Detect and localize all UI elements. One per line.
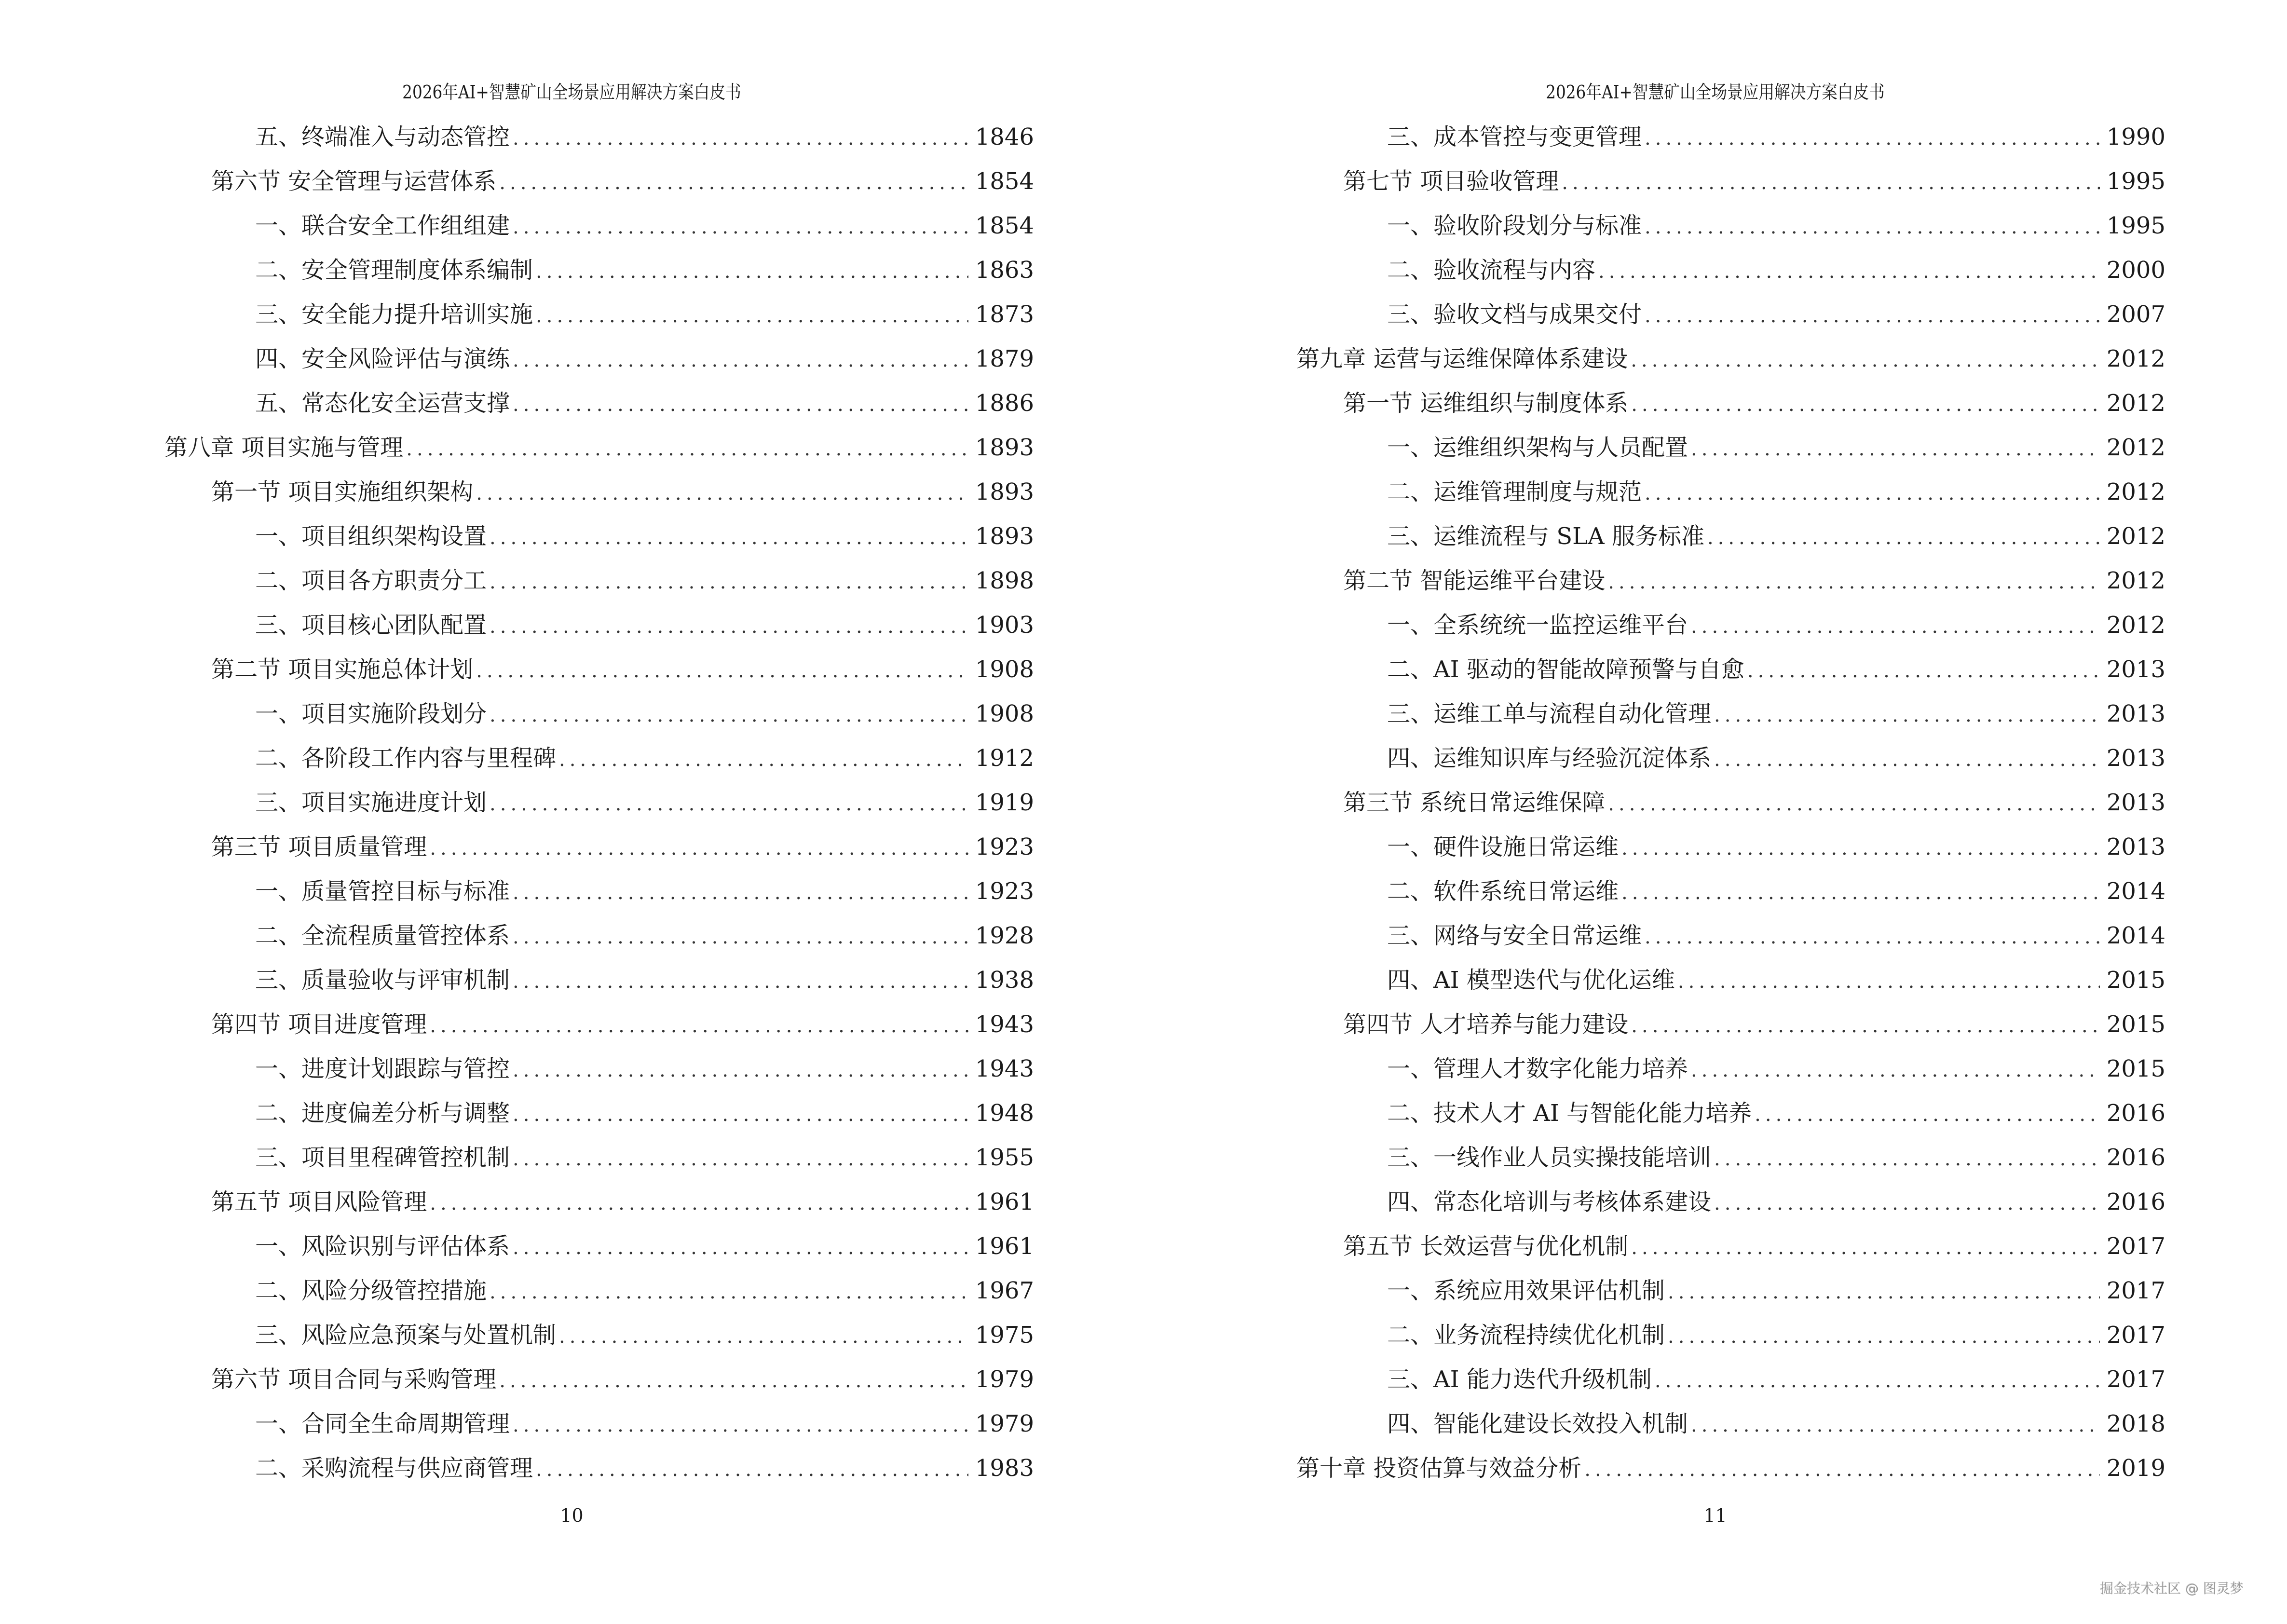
toc-entry-title: 第六节 项目合同与采购管理: [211, 1366, 497, 1393]
toc-entry-title: 三、质量验收与评审机制: [255, 967, 510, 994]
toc-entry-page-number: 1961: [975, 1233, 1034, 1260]
toc-entry-page-number: 1898: [975, 567, 1034, 594]
toc-entry-page-number: 2018: [2106, 1410, 2165, 1437]
toc-entry-item[interactable]: [1296, 692, 2165, 736]
dot-leader: [1631, 338, 2100, 382]
toc-entry-title: 二、全流程质量管控体系: [255, 922, 510, 949]
toc-entry-section[interactable]: [164, 470, 1034, 514]
dot-leader: [430, 1004, 968, 1048]
toc-entry-title: 三、验收文档与成果交付: [1387, 301, 1642, 328]
toc-entry-title: 第四节 人才培养与能力建设: [1343, 1011, 1629, 1038]
toc-entry-title: 四、智能化建设长效投入机制: [1387, 1410, 1688, 1437]
toc-entry-title: 三、AI 能力迭代升级机制: [1387, 1366, 1652, 1393]
toc-entry-item[interactable]: [164, 204, 1034, 248]
dot-leader: [536, 294, 968, 338]
dot-leader: [430, 1181, 968, 1226]
toc-entry-page-number: 2015: [2106, 1011, 2165, 1038]
dot-leader: [513, 915, 968, 959]
dot-leader: [490, 516, 968, 560]
toc-entry-item[interactable]: [1296, 1047, 2165, 1091]
toc-entry-item[interactable]: [1296, 869, 2165, 914]
toc-entry-page-number: 1863: [975, 257, 1034, 284]
dot-leader: [513, 871, 968, 915]
toc-entry-item[interactable]: [164, 736, 1034, 780]
dot-leader: [1631, 1226, 2100, 1270]
toc-entry-item[interactable]: [164, 1269, 1034, 1313]
toc-entry-title: 二、AI 驱动的智能故障预警与自愈: [1387, 656, 1744, 683]
toc-entry-title: 第三节 系统日常运维保障: [1343, 789, 1606, 816]
toc-entry-item[interactable]: [164, 514, 1034, 559]
toc-entry-title: 二、技术人才 AI 与智能化能力培养: [1387, 1100, 1752, 1127]
toc-entry-title: 第五节 项目风险管理: [211, 1188, 427, 1215]
dot-leader: [490, 693, 968, 737]
dot-leader: [513, 116, 968, 161]
dot-leader: [1755, 1092, 2100, 1137]
toc-entry-title: 第二节 项目实施总体计划: [211, 656, 474, 683]
toc-entry-title: 第一节 运维组织与制度体系: [1343, 390, 1629, 417]
dot-leader: [1747, 649, 2100, 693]
toc-entry-title: 第七节 项目验收管理: [1343, 168, 1559, 195]
toc-entry-page-number: 1938: [975, 967, 1034, 994]
dot-leader: [1645, 915, 2100, 959]
dot-leader: [490, 560, 968, 604]
toc-entry-title: 二、各阶段工作内容与里程碑: [255, 745, 557, 772]
toc-entry-page-number: 2017: [2106, 1366, 2165, 1393]
toc-entry-title: 二、安全管理制度体系编制: [255, 257, 533, 284]
toc-entry-page-number: 1919: [975, 789, 1034, 816]
toc-entry-title: 第五节 长效运营与优化机制: [1343, 1233, 1629, 1260]
toc-entry-item[interactable]: [1296, 1269, 2165, 1313]
toc-entry-page-number: 2000: [2106, 257, 2165, 284]
dot-leader: [476, 471, 968, 516]
dot-leader: [513, 338, 968, 382]
toc-entry-title: 第九章 运营与运维保障体系建设: [1296, 345, 1628, 372]
toc-entry-page-number: 2012: [2106, 612, 2165, 639]
toc-entry-section[interactable]: [164, 825, 1034, 869]
toc-entry-item[interactable]: [164, 1224, 1034, 1269]
dot-leader: [513, 1226, 968, 1270]
toc-entry-page-number: 2012: [2106, 478, 2165, 505]
toc-entry-item[interactable]: [1296, 1357, 2165, 1402]
dot-leader: [490, 782, 968, 826]
toc-entry-page-number: 2015: [2106, 1055, 2165, 1082]
toc-entry-item[interactable]: [1296, 603, 2165, 647]
toc-entry-title: 第十章 投资估算与效益分析: [1296, 1455, 1582, 1482]
dot-leader: [1691, 604, 2100, 649]
toc-entry-page-number: 2013: [2106, 700, 2165, 727]
dot-leader: [1608, 782, 2100, 826]
toc-entry-title: 一、合同全生命周期管理: [255, 1410, 510, 1437]
dot-leader: [490, 1270, 968, 1314]
toc-entry-title: 二、风险分级管控措施: [255, 1277, 487, 1304]
dot-leader: [1668, 1270, 2100, 1314]
toc-entry-title: 一、管理人才数字化能力培养: [1387, 1055, 1688, 1082]
toc-entry-page-number: 2017: [2106, 1322, 2165, 1349]
toc-entry-page-number: 1893: [975, 434, 1034, 461]
toc-entry-item[interactable]: [1296, 958, 2165, 1002]
toc-entry-page-number: 2013: [2106, 789, 2165, 816]
toc-entry-item[interactable]: [1296, 425, 2165, 470]
toc-entry-title: 三、项目核心团队配置: [255, 612, 487, 639]
toc-entry-item[interactable]: [1296, 736, 2165, 780]
toc-entry-title: 三、安全能力提升培训实施: [255, 301, 533, 328]
toc-entry-page-number: 1955: [975, 1144, 1034, 1171]
toc-entry-page-number: 1990: [2106, 123, 2165, 150]
toc-entry-title: 五、常态化安全运营支撑: [255, 390, 510, 417]
dot-leader: [1598, 249, 2100, 294]
toc-entry-item[interactable]: [164, 292, 1034, 337]
toc-entry-item[interactable]: [1296, 647, 2165, 692]
toc-entry-chapter[interactable]: [164, 425, 1034, 470]
dot-leader: [1714, 1181, 2100, 1226]
toc-entry-title: 一、项目组织架构设置: [255, 523, 487, 550]
dot-leader: [1621, 826, 2100, 871]
dot-leader: [499, 1359, 968, 1403]
dot-leader: [513, 1048, 968, 1092]
toc-entry-title: 四、AI 模型迭代与优化运维: [1387, 967, 1675, 994]
toc-entry-item[interactable]: [164, 1091, 1034, 1135]
toc-entry-title: 一、质量管控目标与标准: [255, 878, 510, 905]
dot-leader: [1562, 161, 2100, 205]
toc-entry-item[interactable]: [164, 914, 1034, 958]
toc-entry-chapter[interactable]: [1296, 337, 2165, 381]
toc-entry-section[interactable]: [1296, 559, 2165, 603]
toc-entry-title: 三、运维工单与流程自动化管理: [1387, 700, 1712, 727]
dot-leader: [513, 1403, 968, 1447]
toc-entry-title: 第一节 项目实施组织架构: [211, 478, 474, 505]
dot-leader: [1714, 693, 2100, 737]
toc-entry-page-number: 2017: [2106, 1277, 2165, 1304]
toc-entry-page-number: 1943: [975, 1055, 1034, 1082]
dot-leader: [1707, 516, 2100, 560]
toc-entry-title: 第二节 智能运维平台建设: [1343, 567, 1606, 594]
toc-entry-page-number: 1893: [975, 523, 1034, 550]
watermark: 掘金技术社区 @ 图灵梦: [2100, 1581, 2244, 1597]
running-header: 2026年AI+智慧矿山全场景应用解决方案白皮书: [1546, 82, 1885, 103]
toc-entry-item[interactable]: [1296, 914, 2165, 958]
toc-entry-page-number: 1908: [975, 656, 1034, 683]
toc-entry-title: 一、系统应用效果评估机制: [1387, 1277, 1665, 1304]
toc-entry-page-number: 1879: [975, 345, 1034, 372]
toc-page-right: [1144, 0, 2287, 1624]
toc-entry-page-number: 2019: [2106, 1455, 2165, 1482]
toc-entry-item[interactable]: [1296, 248, 2165, 292]
toc-entry-item[interactable]: [164, 958, 1034, 1002]
dot-leader: [1668, 1314, 2100, 1359]
dot-leader: [559, 1314, 968, 1359]
dot-leader: [476, 649, 968, 693]
toc-entry-page-number: 1928: [975, 922, 1034, 949]
dot-leader: [1645, 294, 2100, 338]
toc-entry-item[interactable]: [1296, 514, 2165, 559]
toc-entry-item[interactable]: [1296, 1402, 2165, 1446]
toc-entry-page-number: 1854: [975, 168, 1034, 195]
toc-entry-page-number: 2012: [2106, 567, 2165, 594]
toc-entry-item[interactable]: [1296, 1180, 2165, 1224]
toc-entry-page-number: 2016: [2106, 1100, 2165, 1127]
toc-entry-title: 一、风险识别与评估体系: [255, 1233, 510, 1260]
toc-entry-item[interactable]: [164, 1446, 1034, 1490]
toc-entry-title: 一、项目实施阶段划分: [255, 700, 487, 727]
toc-entry-title: 二、业务流程持续优化机制: [1387, 1322, 1665, 1349]
dot-leader: [1645, 205, 2100, 249]
toc-entry-title: 三、成本管控与变更管理: [1387, 123, 1642, 150]
dot-leader: [1714, 737, 2100, 782]
toc-entry-item[interactable]: [1296, 825, 2165, 869]
dot-leader: [536, 1447, 968, 1492]
toc-entry-page-number: 1979: [975, 1366, 1034, 1393]
toc-entry-section[interactable]: [164, 647, 1034, 692]
dot-leader: [1678, 959, 2100, 1004]
dot-leader: [513, 1137, 968, 1181]
toc-entry-section[interactable]: [1296, 159, 2165, 204]
dot-leader: [1608, 560, 2100, 604]
dot-leader: [1584, 1447, 2100, 1492]
toc-entry-page-number: 1961: [975, 1188, 1034, 1215]
toc-entry-title: 第三节 项目质量管理: [211, 833, 427, 860]
toc-entry-item[interactable]: [164, 559, 1034, 603]
toc-entry-section[interactable]: [164, 1180, 1034, 1224]
dot-leader: [1645, 116, 2100, 161]
toc-entry-title: 二、运维管理制度与规范: [1387, 478, 1642, 505]
toc-entry-item[interactable]: [164, 248, 1034, 292]
toc-entry-item[interactable]: [164, 115, 1034, 159]
toc-entry-title: 第八章 项目实施与管理: [164, 434, 404, 461]
toc-entry-item[interactable]: [1296, 1313, 2165, 1357]
toc-entry-item[interactable]: [1296, 292, 2165, 337]
dot-leader: [559, 737, 968, 782]
toc-entry-page-number: 2017: [2106, 1233, 2165, 1260]
toc-entry-item[interactable]: [164, 1313, 1034, 1357]
toc-entry-item[interactable]: [1296, 470, 2165, 514]
toc-entry-title: 一、进度计划跟踪与管控: [255, 1055, 510, 1082]
dot-leader: [513, 959, 968, 1004]
toc-entry-page-number: 1903: [975, 612, 1034, 639]
toc-entry-page-number: 2016: [2106, 1144, 2165, 1171]
toc-entry-item[interactable]: [164, 337, 1034, 381]
toc-entry-page-number: 1995: [2106, 212, 2165, 239]
toc-entry-page-number: 2007: [2106, 301, 2165, 328]
toc-entry-title: 四、安全风险评估与演练: [255, 345, 510, 372]
toc-entry-title: 三、风险应急预案与处置机制: [255, 1322, 557, 1349]
toc-entry-page-number: 2012: [2106, 390, 2165, 417]
page-number: 10: [560, 1505, 584, 1526]
toc-entry-page-number: 1943: [975, 1011, 1034, 1038]
dot-leader: [499, 161, 968, 205]
toc-entry-section[interactable]: [1296, 1224, 2165, 1269]
toc-entry-page-number: 1886: [975, 390, 1034, 417]
toc-entry-page-number: 2014: [2106, 922, 2165, 949]
toc-entry-section[interactable]: [164, 1357, 1034, 1402]
toc-entry-title: 一、全系统统一监控运维平台: [1387, 612, 1688, 639]
toc-entry-item[interactable]: [1296, 1091, 2165, 1135]
running-header: 2026年AI+智慧矿山全场景应用解决方案白皮书: [402, 82, 741, 103]
toc-entry-item[interactable]: [1296, 1135, 2165, 1180]
toc-entry-title: 四、常态化培训与考核体系建设: [1387, 1188, 1712, 1215]
dot-leader: [1691, 427, 2100, 471]
toc-entry-page-number: 1979: [975, 1410, 1034, 1437]
dot-leader: [406, 427, 968, 471]
dot-leader: [430, 826, 968, 871]
toc-entry-page-number: 2012: [2106, 434, 2165, 461]
toc-entry-page-number: 2012: [2106, 523, 2165, 550]
toc-entry-page-number: 1893: [975, 478, 1034, 505]
dot-leader: [1691, 1403, 2100, 1447]
toc-entry-title: 二、采购流程与供应商管理: [255, 1455, 533, 1482]
toc-entry-title: 五、终端准入与动态管控: [255, 123, 510, 150]
toc-entry-title: 二、进度偏差分析与调整: [255, 1100, 510, 1127]
toc-entry-title: 第六节 安全管理与运营体系: [211, 168, 497, 195]
toc-entry-title: 二、验收流程与内容: [1387, 257, 1596, 284]
dot-leader: [513, 205, 968, 249]
toc-entry-page-number: 1908: [975, 700, 1034, 727]
toc-entry-item[interactable]: [1296, 204, 2165, 248]
toc-entry-page-number: 1975: [975, 1322, 1034, 1349]
toc-entry-page-number: 1854: [975, 212, 1034, 239]
toc-entry-page-number: 1983: [975, 1455, 1034, 1482]
toc-entry-item[interactable]: [1296, 115, 2165, 159]
toc-entry-item[interactable]: [164, 869, 1034, 914]
toc-entry-title: 一、验收阶段划分与标准: [1387, 212, 1642, 239]
toc-entry-title: 三、项目里程碑管控机制: [255, 1144, 510, 1171]
dot-leader: [536, 249, 968, 294]
toc-entry-item[interactable]: [164, 1402, 1034, 1446]
toc-entry-item[interactable]: [164, 1135, 1034, 1180]
toc-entry-page-number: 1923: [975, 878, 1034, 905]
dot-leader: [490, 604, 968, 649]
toc-entry-title: 三、项目实施进度计划: [255, 789, 487, 816]
toc-entry-item[interactable]: [164, 780, 1034, 825]
toc-entry-page-number: 1923: [975, 833, 1034, 860]
toc-entry-title: 三、一线作业人员实操技能培训: [1387, 1144, 1712, 1171]
dot-leader: [1655, 1359, 2100, 1403]
toc-entry-page-number: 1912: [975, 745, 1034, 772]
toc-entry-item[interactable]: [164, 603, 1034, 647]
toc-entry-item[interactable]: [164, 692, 1034, 736]
toc-entry-section[interactable]: [1296, 1002, 2165, 1047]
toc-entry-title: 二、项目各方职责分工: [255, 567, 487, 594]
toc-entry-section[interactable]: [164, 1002, 1034, 1047]
toc-entry-page-number: 2015: [2106, 967, 2165, 994]
toc-entry-page-number: 2012: [2106, 345, 2165, 372]
toc-entry-page-number: 1948: [975, 1100, 1034, 1127]
table-of-contents: [164, 115, 1034, 1490]
toc-entry-title: 二、软件系统日常运维: [1387, 878, 1619, 905]
toc-entry-title: 一、硬件设施日常运维: [1387, 833, 1619, 860]
toc-entry-chapter[interactable]: [1296, 1446, 2165, 1490]
toc-entry-page-number: 1846: [975, 123, 1034, 150]
toc-entry-page-number: 1967: [975, 1277, 1034, 1304]
dot-leader: [1645, 471, 2100, 516]
dot-leader: [1691, 1048, 2100, 1092]
toc-entry-section[interactable]: [164, 159, 1034, 204]
toc-entry-title: 一、联合安全工作组组建: [255, 212, 510, 239]
toc-entry-item[interactable]: [164, 381, 1034, 425]
toc-entry-page-number: 2016: [2106, 1188, 2165, 1215]
toc-entry-title: 四、运维知识库与经验沉淀体系: [1387, 745, 1712, 772]
dot-leader: [1631, 1004, 2100, 1048]
page-number: 11: [1703, 1505, 1727, 1526]
toc-entry-page-number: 2013: [2106, 656, 2165, 683]
toc-entry-page-number: 1995: [2106, 168, 2165, 195]
dot-leader: [513, 1092, 968, 1137]
toc-entry-title: 三、运维流程与 SLA 服务标准: [1387, 523, 1704, 550]
toc-entry-page-number: 2014: [2106, 878, 2165, 905]
toc-entry-section[interactable]: [1296, 780, 2165, 825]
toc-entry-title: 第四节 项目进度管理: [211, 1011, 427, 1038]
toc-entry-section[interactable]: [1296, 381, 2165, 425]
toc-entry-title: 一、运维组织架构与人员配置: [1387, 434, 1688, 461]
dot-leader: [1714, 1137, 2100, 1181]
dot-leader: [1621, 871, 2100, 915]
dot-leader: [1631, 382, 2100, 427]
toc-entry-page-number: 1873: [975, 301, 1034, 328]
toc-entry-page-number: 2013: [2106, 833, 2165, 860]
table-of-contents: [1296, 115, 2165, 1490]
toc-entry-page-number: 2013: [2106, 745, 2165, 772]
dot-leader: [513, 382, 968, 427]
toc-entry-title: 三、网络与安全日常运维: [1387, 922, 1642, 949]
toc-entry-item[interactable]: [164, 1047, 1034, 1091]
